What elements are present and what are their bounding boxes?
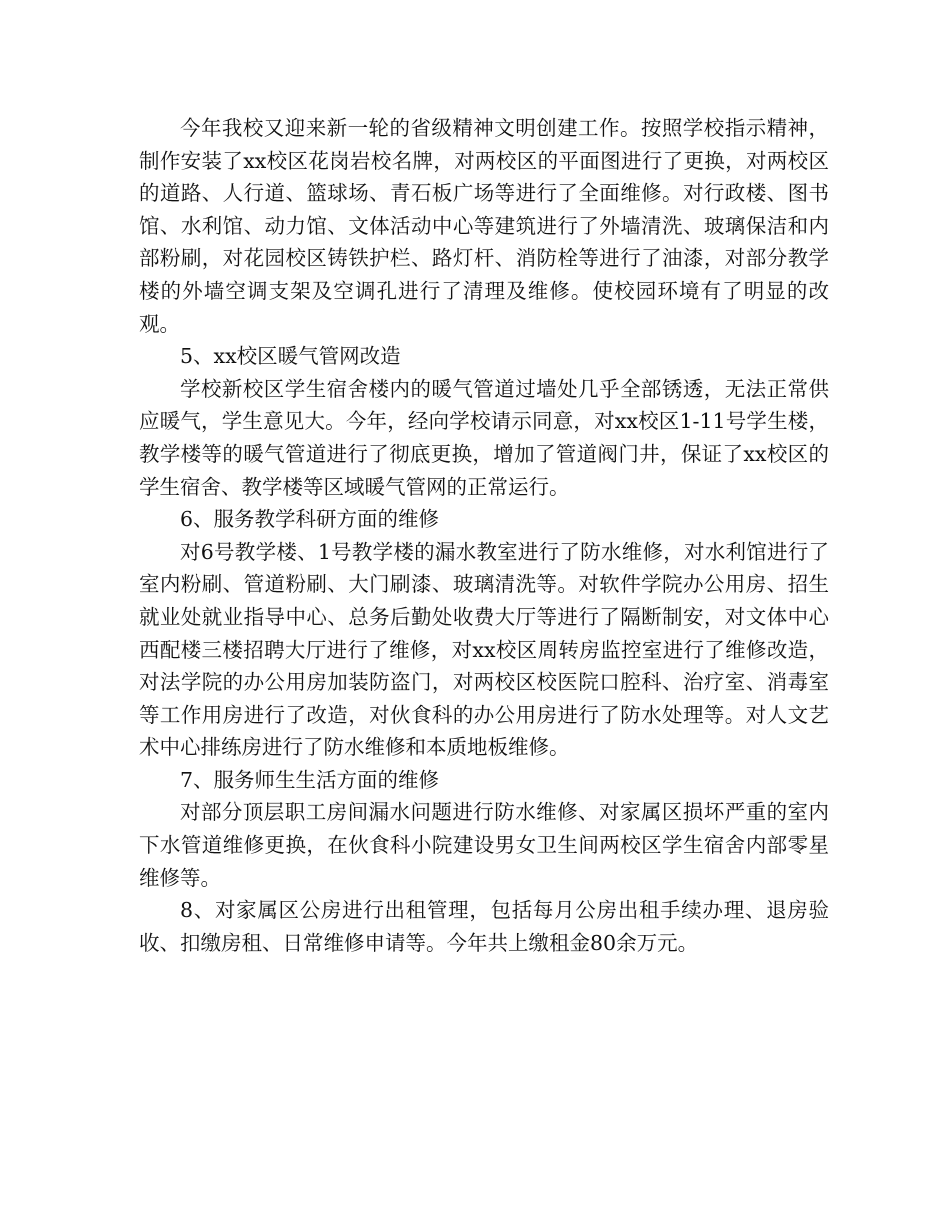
section-heading-living-repairs: 7、服务师生生活方面的维修 — [180, 767, 440, 792]
paragraph-living-repairs: 对部分顶层职工房间漏水问题进行防水维修、对家属区损坏严重的室内下水管道维修更换，在伙食科小院建设男女卫生间两校区学生宿舍内部零星维修等。 — [139, 800, 829, 890]
section-heading-heating-network: 5、xx校区暖气管网改造 — [180, 344, 401, 369]
document-body — [139, 112, 829, 959]
section-heading-teaching-research-repairs: 6、服务教学科研方面的维修 — [180, 507, 440, 532]
paragraph-campus-environment: 今年我校又迎来新一轮的省级精神文明创建工作。按照学校指示精神，制作安装了xx校区花岗岩校名牌，对两校区的平面图进行了更换，对两校区的道路、人行道、篮球场、青石板广场等进行了全面维修。对行政楼、图书馆、水利馆、动力馆、文体活动中心等建筑进行了外墙清洗、玻璃保洁和内部粉刷，对花园校区铸铁护栏、路灯杆、消防栓等进行了油漆，对部分教学楼的外墙空调支架及空调孔进行了清理及维修。使校园环境有了明显的改观。 — [139, 116, 829, 336]
paragraph-teaching-repairs: 对6号教学楼、1号教学楼的漏水教室进行了防水维修，对水利馆进行了室内粉刷、管道粉刷、大门刷漆、玻璃清洗等。对软件学院办公用房、招生就业处就业指导中心、总务后勤处收费大厅等进行了隔断制安，对文体中心西配楼三楼招聘大厅进行了维修，对xx校区周转房监控室进行了维修改造，对法学院的办公用房加装防盗门，对两校区校医院口腔科、治疗室、消毒室等工作用房进行了改造，对伙食科的办公用房进行了防水处理等。对人文艺术中心排练房进行了防水维修和本质地板维修。 — [139, 539, 829, 760]
paragraph-heating-pipes: 学校新校区学生宿舍楼内的暖气管道过墙处几乎全部锈透，无法正常供应暖气，学生意见大。今年，经向学校请示同意，对xx校区1-11号学生楼，教学楼等的暖气管道进行了彻底更换，增加了管道阀门井，保证了xx校区的学生宿舍、教学楼等区域暖气管网的正常运行。 — [139, 376, 829, 499]
paragraph-housing-rental: 8、对家属区公房进行出租管理，包括每月公房出租手续办理、退房验收、扣缴房租、日常维修申请等。今年共上缴租金80余万元。 — [139, 898, 829, 955]
